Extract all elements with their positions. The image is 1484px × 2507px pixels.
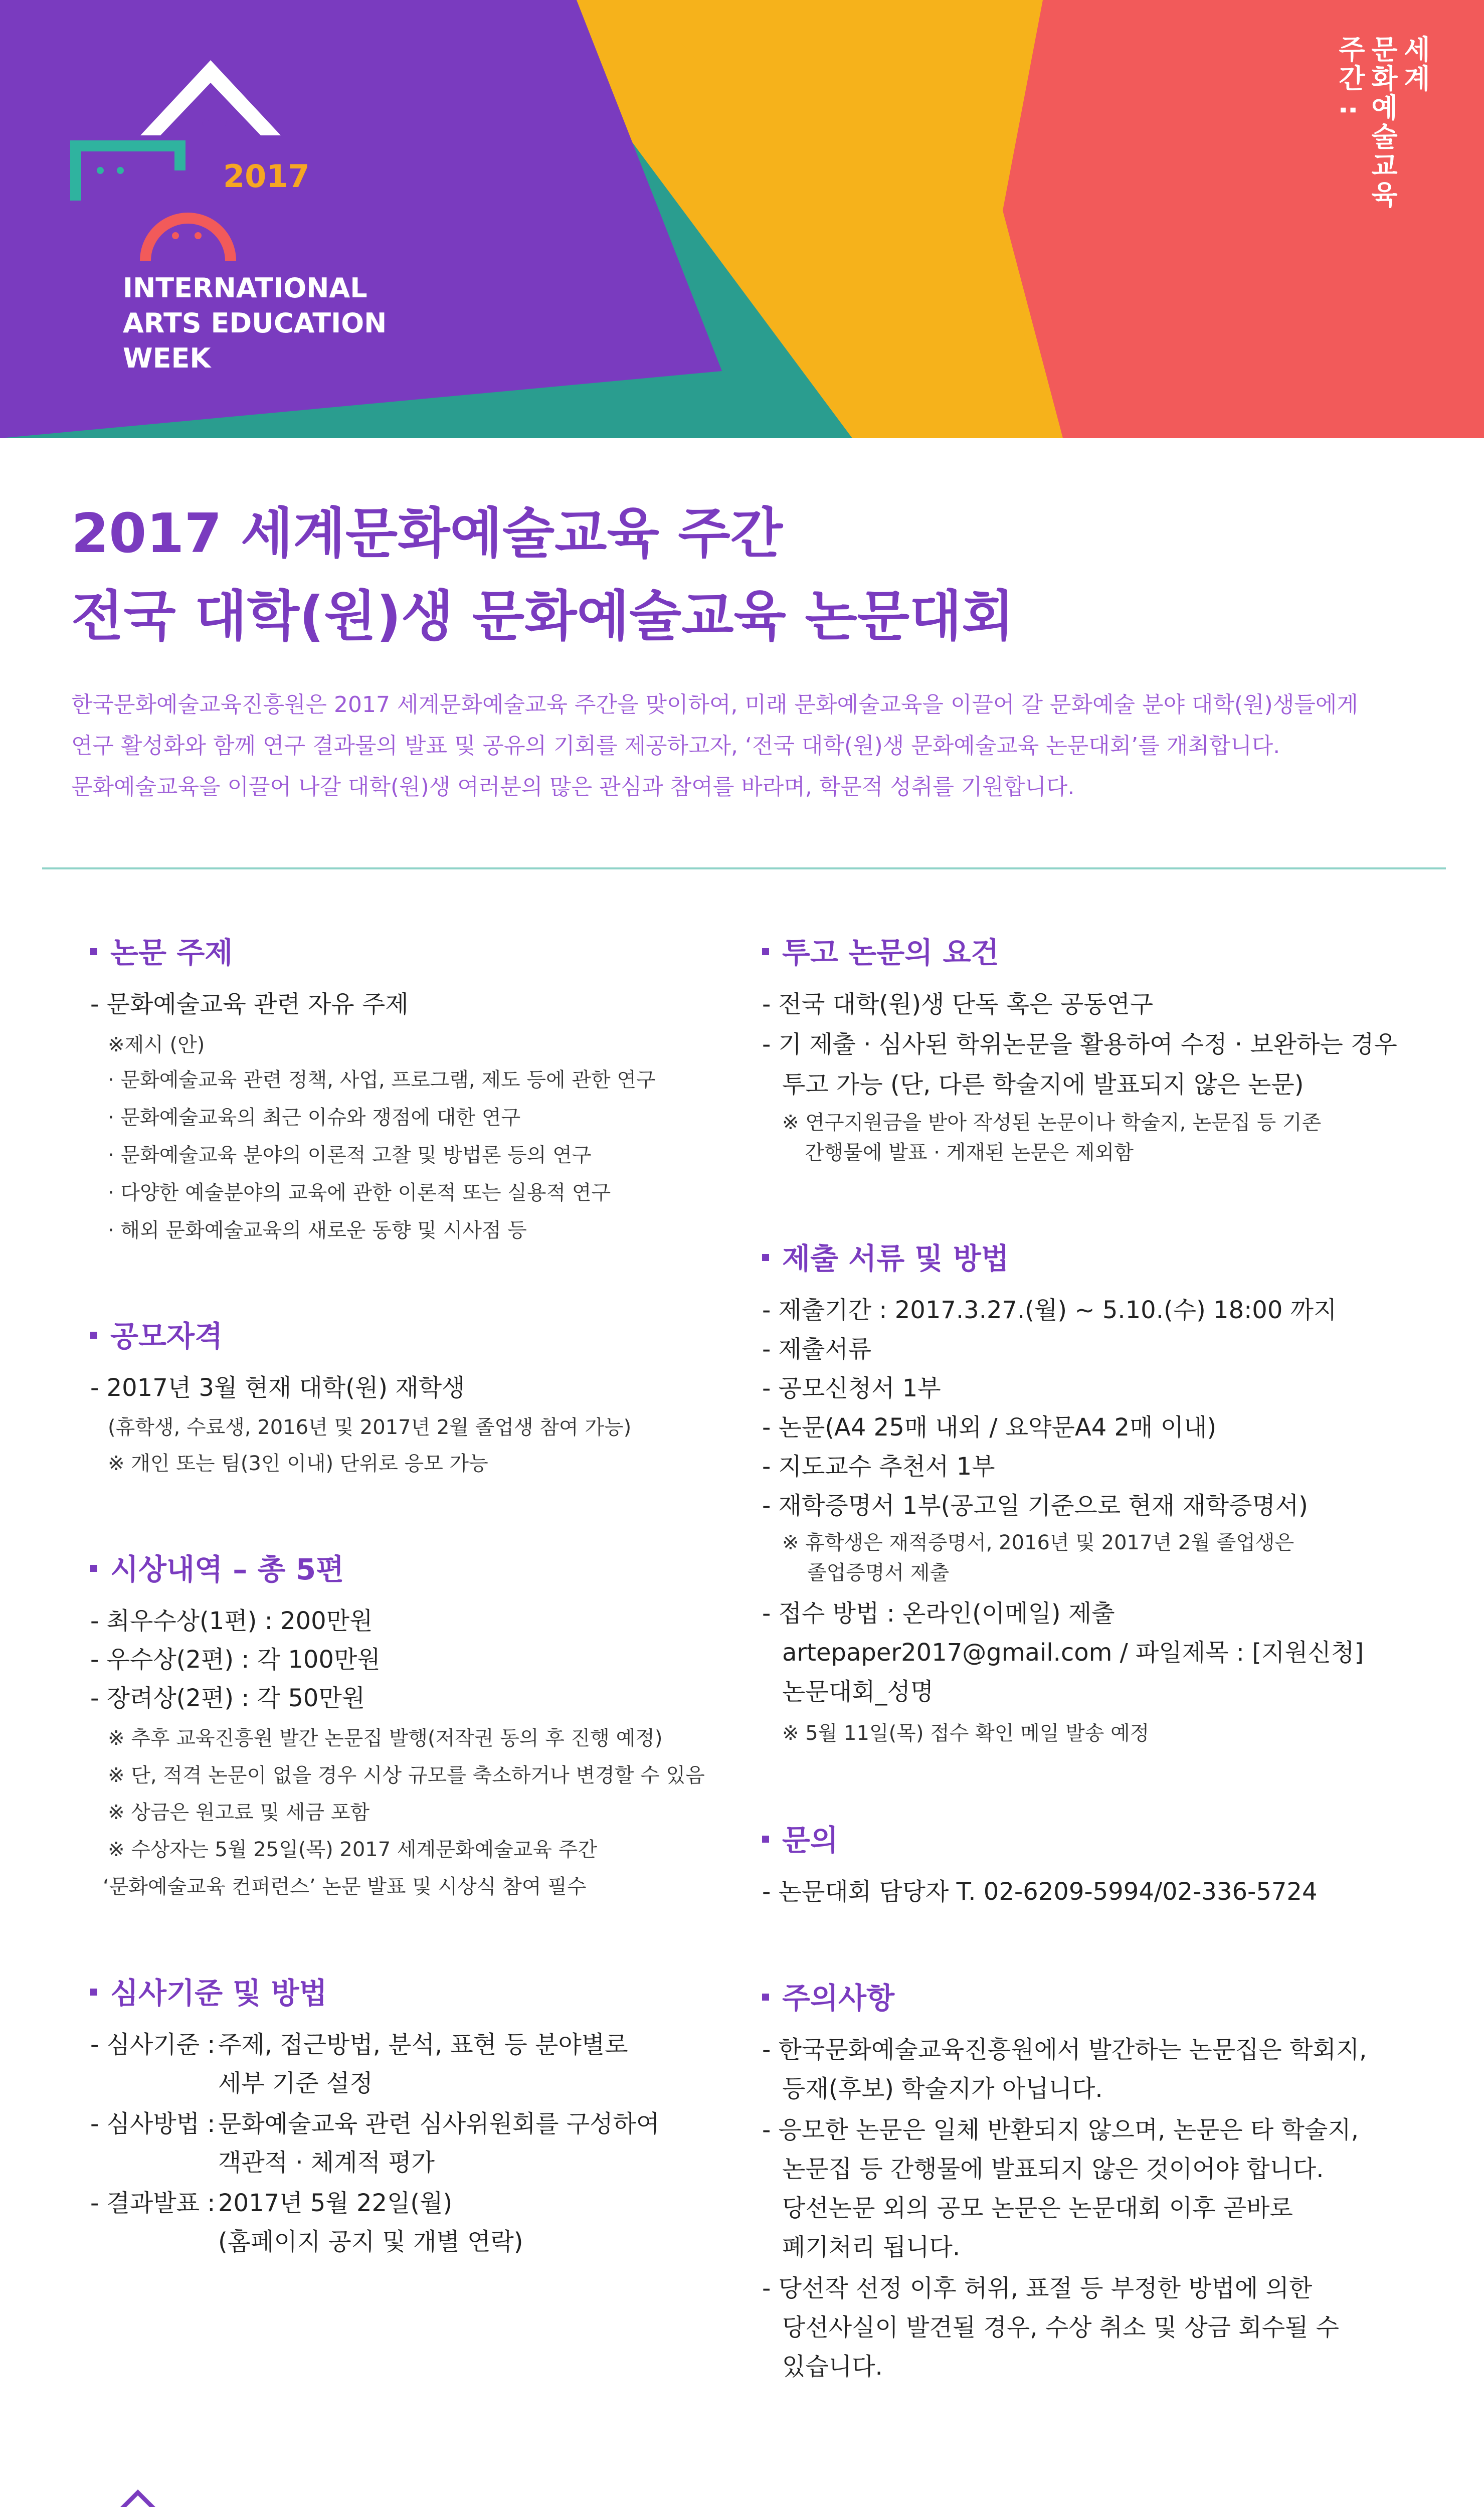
eligibility-sub: ※ 개인 또는 팀(3인 이내) 단위로 응모 가능 [108, 1452, 488, 1475]
vertical-text-1: 세계 [1399, 35, 1431, 93]
submission-method: 논문대회_성명 [782, 1678, 934, 1706]
review-value: (홈페이지 공지 및 개별 연락) [218, 2228, 523, 2256]
section-heading-submission: 제출 서류 및 방법 [762, 1238, 1009, 1279]
topic-item: · 문화예술교육 관련 정책, 사업, 프로그램, 제도 등에 관한 연구 [108, 1068, 656, 1092]
eligibility-main: - 2017년 3월 현재 대학(원) 재학생 [90, 1374, 465, 1402]
contact-line: - 논문대회 담당자 T. 02-6209-5994/02-336-5724 [762, 1878, 1318, 1906]
award-item: - 장려상(2편) : 각 50만원 [90, 1684, 365, 1712]
caution-line: 당선사실이 발견될 경우, 수상 취소 및 상금 회수될 수 [782, 2313, 1340, 2342]
caution-line: 논문집 등 간행물에 발표되지 않은 것이어야 합니다. [782, 2155, 1324, 2183]
intro-paragraph [71, 684, 1425, 808]
bullet-square [90, 1565, 97, 1572]
section-heading-review: 심사기준 및 방법 [90, 1973, 327, 2013]
topic-note: ※제시 (안) [108, 1033, 205, 1056]
award-item: - 최우수상(1편) : 200만원 [90, 1607, 373, 1635]
topic-main: - 문화예술교육 관련 자유 주제 [90, 990, 409, 1018]
caution-line: - 응모한 논문은 일체 반환되지 않으며, 논문은 타 학술지, [762, 2116, 1359, 2144]
logo-line-2: ARTS EDUCATION [123, 307, 387, 339]
requirement-line: - 전국 대학(원)생 단독 혹은 공동연구 [762, 990, 1154, 1018]
review-value: 문화예술교육 관련 심사위원회를 구성하여 [218, 2110, 660, 2138]
caution-line: - 당선작 선정 이후 허위, 표절 등 부정한 방법에 의한 [762, 2274, 1313, 2302]
vertical-text-2: 문화예술교육 [1367, 35, 1398, 210]
bullet-square [90, 1332, 97, 1339]
award-note: ‘문화예술교육 컨퍼런스’ 논문 발표 및 시상식 참여 필수 [103, 1875, 587, 1898]
page-title-line-1: 2017 세계문화예술교육 주간 [71, 502, 783, 565]
submission-line: - 제출서류 [762, 1335, 872, 1363]
review-value: 주제, 접근방법, 분석, 표현 등 분야별로 [218, 2031, 628, 2059]
requirement-note: 간행물에 발표 · 게재된 논문은 제외함 [805, 1141, 1134, 1164]
review-label: - 결과발표 : [90, 2189, 216, 2217]
header-banner [0, 0, 1484, 438]
submission-line: - 지도교수 추천서 1부 [762, 1453, 995, 1481]
submission-note: ※ 휴학생은 재적증명서, 2016년 및 2017년 2월 졸업생은 [782, 1531, 1294, 1554]
topic-item: · 해외 문화예술교육의 새로운 동향 및 시사점 등 [108, 1219, 527, 1242]
eligibility-sub: (휴학생, 수료생, 2016년 및 2017년 2월 졸업생 참여 가능) [108, 1416, 632, 1439]
topic-item: · 문화예술교육 분야의 이론적 고찰 및 방법론 등의 연구 [108, 1144, 592, 1167]
submission-line: - 제출기간 : 2017.3.27.(월) ~ 5.10.(수) 18:00 까지 [762, 1296, 1337, 1324]
section-heading-contact: 문의 [762, 1820, 838, 1860]
section-heading-requirements: 투고 논문의 요건 [762, 933, 999, 973]
section-heading-eligibility: 공모자격 [90, 1316, 223, 1356]
bullet-square [762, 1994, 769, 2001]
review-value: 2017년 5월 22일(월) [218, 2189, 453, 2217]
submission-line: - 공모신청서 1부 [762, 1374, 941, 1402]
caution-line: 당선논문 외의 공모 논문은 논문대회 이후 곧바로 [782, 2194, 1293, 2222]
caution-line: 폐기처리 됩니다. [782, 2233, 961, 2261]
bullet-square [90, 1989, 97, 1996]
bullet-square [762, 948, 769, 955]
topic-item: · 다양한 예술분야의 교육에 관한 이론적 또는 실용적 연구 [108, 1181, 611, 1204]
requirement-line: - 기 제출 · 심사된 학위논문을 활용하여 수정 · 보완하는 경우 [762, 1030, 1397, 1058]
intro-line: 한국문화예술교육진흥원은 2017 세계문화예술교육 주간을 맞이하여, 미래 문화예술교육을 이끌어 갈 문화예술 분야 대학(원)생들에게 [71, 692, 1358, 718]
section-heading-topic: 논문 주제 [90, 933, 233, 973]
section-heading-awards: 시상내역 – 총 5편 [90, 1549, 344, 1589]
intro-line: 문화예술교육을 이끌어 나갈 대학(원)생 여러분의 많은 관심과 참여를 바라며, 학문적 성취를 기원합니다. [71, 774, 1075, 800]
award-note: ※ 추후 교육진흥원 발간 논문집 발행(저작권 동의 후 진행 예정) [108, 1727, 663, 1750]
award-note: ※ 단, 적격 논문이 없을 경우 시상 규모를 축소하거나 변경할 수 있음 [108, 1764, 705, 1787]
award-item: - 우수상(2편) : 각 100만원 [90, 1646, 381, 1674]
award-note: ※ 상금은 원고료 및 세금 포함 [108, 1801, 370, 1824]
caution-line: 있습니다. [782, 2353, 883, 2381]
logo-year: 2017 [223, 158, 310, 195]
review-value: 객관적 · 체계적 평가 [218, 2148, 435, 2177]
review-label: - 심사방법 : [90, 2110, 216, 2138]
submission-note: 졸업증명서 제출 [807, 1561, 950, 1584]
submission-method-email: artepaper2017@gmail.com / 파일제목 : [지원신청] [782, 1639, 1364, 1667]
award-note: ※ 수상자는 5월 25일(목) 2017 세계문화예술교육 주간 [108, 1838, 598, 1861]
divider [42, 867, 1446, 869]
caution-line: 등재(후보) 학술지가 아닙니다. [782, 2075, 1103, 2103]
review-value: 세부 기준 설정 [218, 2069, 373, 2097]
requirement-line: 투고 가능 (단, 다른 학술지에 발표되지 않은 논문) [782, 1070, 1304, 1099]
submission-method: - 접수 방법 : 온라인(이메일) 제출 [762, 1599, 1115, 1628]
submission-note: ※ 5월 11일(목) 접수 확인 메일 발송 예정 [782, 1722, 1150, 1745]
review-label: - 심사기준 : [90, 2031, 216, 2059]
bullet-square [762, 1254, 769, 1261]
small-event-logo [85, 2482, 180, 2507]
requirement-note: ※ 연구지원금을 받아 작성된 논문이나 학술지, 논문집 등 기존 [782, 1111, 1322, 1134]
section-heading-cautions: 주의사항 [762, 1978, 894, 2018]
caution-line: - 한국문화예술교육진흥원에서 발간하는 논문집은 학회지, [762, 2036, 1367, 2064]
vertical-text-3: 주간 : [1334, 35, 1366, 118]
submission-line: - 재학증명서 1부(공고일 기준으로 현재 재학증명서) [762, 1492, 1308, 1520]
topic-item: · 문화예술교육의 최근 이슈와 쟁점에 대한 연구 [108, 1106, 521, 1129]
logo-line-3: WEEK [123, 342, 211, 374]
intro-line: 연구 활성화와 함께 연구 결과물의 발표 및 공유의 기회를 제공하고자, ‘전국 대학(원)생 문화예술교육 논문대회’를 개최합니다. [71, 733, 1280, 759]
page-title-line-2: 전국 대학(원)생 문화예술교육 논문대회 [71, 585, 1014, 648]
logo-wordmark [123, 271, 387, 376]
bullet-square [90, 948, 97, 955]
submission-line: - 논문(A4 25매 내외 / 요약문A4 2매 이내) [762, 1413, 1217, 1442]
logo-line-1: INTERNATIONAL [123, 272, 367, 304]
bullet-square [762, 1836, 769, 1843]
